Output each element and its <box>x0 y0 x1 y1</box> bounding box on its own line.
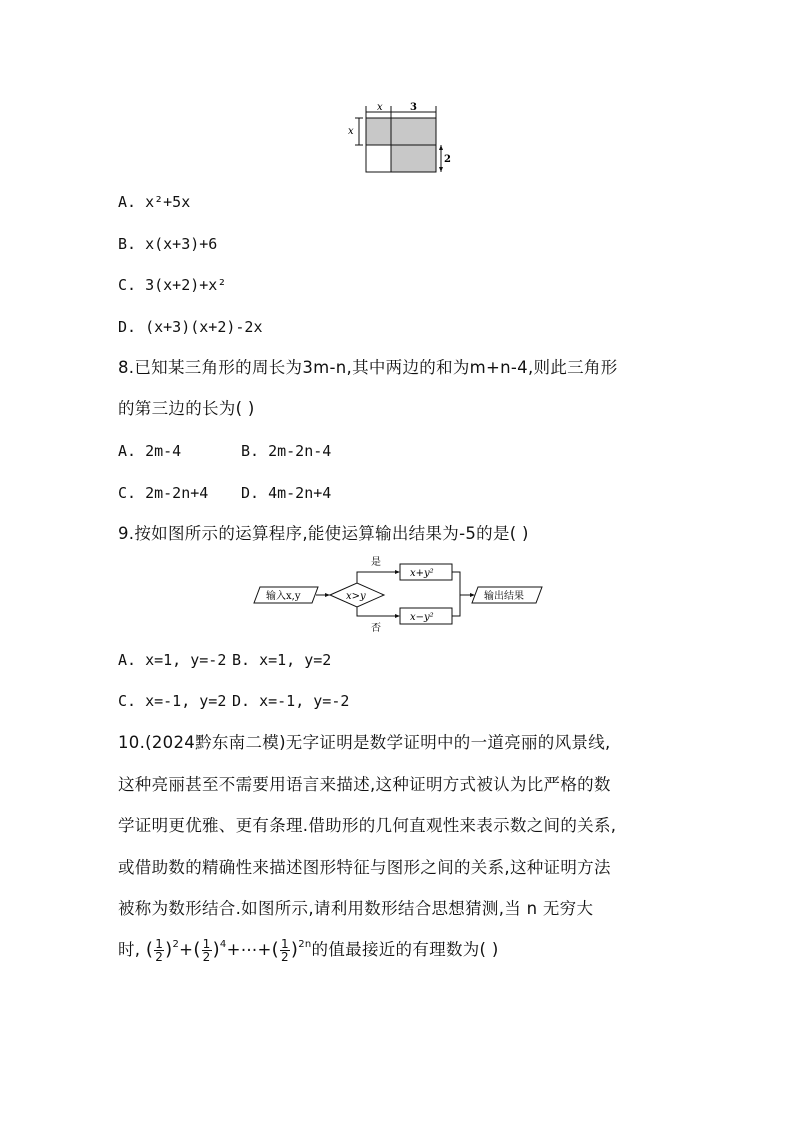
q8-option-d: D. 4m-2n+4 <box>241 484 332 502</box>
yes-label: 是 <box>371 557 381 568</box>
q8-stem-line2: 的第三边的长为( ) <box>118 399 255 418</box>
area-diagram <box>346 100 456 176</box>
q10-line6: 时, ( $\frac{1}{2}$ )$^2$+( $\frac{1}{2}$ )$^4$+⋯+( $\frac{1}{2}$ )$^{2n}$的值最接近的有理数为( ) <box>118 937 499 964</box>
label-2: 2 <box>444 154 451 165</box>
input-label: 输入x,y <box>266 591 301 602</box>
q7-option-d: D. (x+3)(x+2)-2x <box>118 318 263 336</box>
q8-option-a: A. 2m-4 <box>118 442 182 460</box>
q8-stem-line1: 8.已知某三角形的周长为3m-n,其中两边的和为m+n-4,则此三角形 <box>118 358 618 377</box>
q9-option-d: D. x=-1, y=-2 <box>232 692 350 710</box>
q9-option-c: C. x=-1, y=2 <box>118 692 227 710</box>
q10-line1: 10.(2024黔东南二模)无字证明是数学证明中的一道亮丽的风景线, <box>118 733 611 752</box>
label-x-left: x <box>348 126 354 137</box>
q7-option-a: A. x²+5x <box>118 193 191 211</box>
yes-expr: x+y² <box>410 568 434 579</box>
no-expr: x−y² <box>410 612 434 623</box>
q9-stem: 9.按如图所示的运算程序,能使运算输出结果为-5的是( ) <box>118 524 529 543</box>
q10-line4: 或借助数的精确性来描述图形特征与图形之间的关系,这种证明方法 <box>118 858 611 877</box>
label-x-top: x <box>377 102 383 113</box>
exp-3: 2n <box>298 939 312 950</box>
q10-line3: 学证明更优雅、更有条理.借助形的几何直观性来表示数之间的关系, <box>118 816 617 835</box>
condition-label: x>y <box>346 591 366 602</box>
fraction-1: $\frac{1}{2}$ <box>155 937 164 964</box>
q9-option-b: B. x=1, y=2 <box>232 651 332 669</box>
fraction-3: $\frac{1}{2}$ <box>280 937 289 964</box>
exp-1: 2 <box>172 939 180 950</box>
label-3: 3 <box>410 102 417 113</box>
output-label: 输出结果 <box>484 591 524 602</box>
q10-line2: 这种亮丽甚至不需要用语言来描述,这种证明方式被认为比严格的数 <box>118 775 611 794</box>
fraction-2: $\frac{1}{2}$ <box>202 937 211 964</box>
q7-option-c: C. 3(x+2)+x² <box>118 276 227 294</box>
flowchart <box>250 553 550 635</box>
q10-line5: 被称为数形结合.如图所示,请利用数形结合思想猜测,当 n 无穷大 <box>118 899 594 918</box>
no-label: 否 <box>371 623 381 634</box>
q10-line6-start: 时, <box>118 940 141 959</box>
exp-2: 4 <box>219 939 227 950</box>
q7-option-b: B. x(x+3)+6 <box>118 235 218 253</box>
q10-line6-end: 的值最接近的有理数为( ) <box>311 940 499 959</box>
q8-option-c: C. 2m-2n+4 <box>118 484 209 502</box>
q8-option-b: B. 2m-2n-4 <box>241 442 332 460</box>
q9-option-a: A. x=1, y=-2 <box>118 651 227 669</box>
